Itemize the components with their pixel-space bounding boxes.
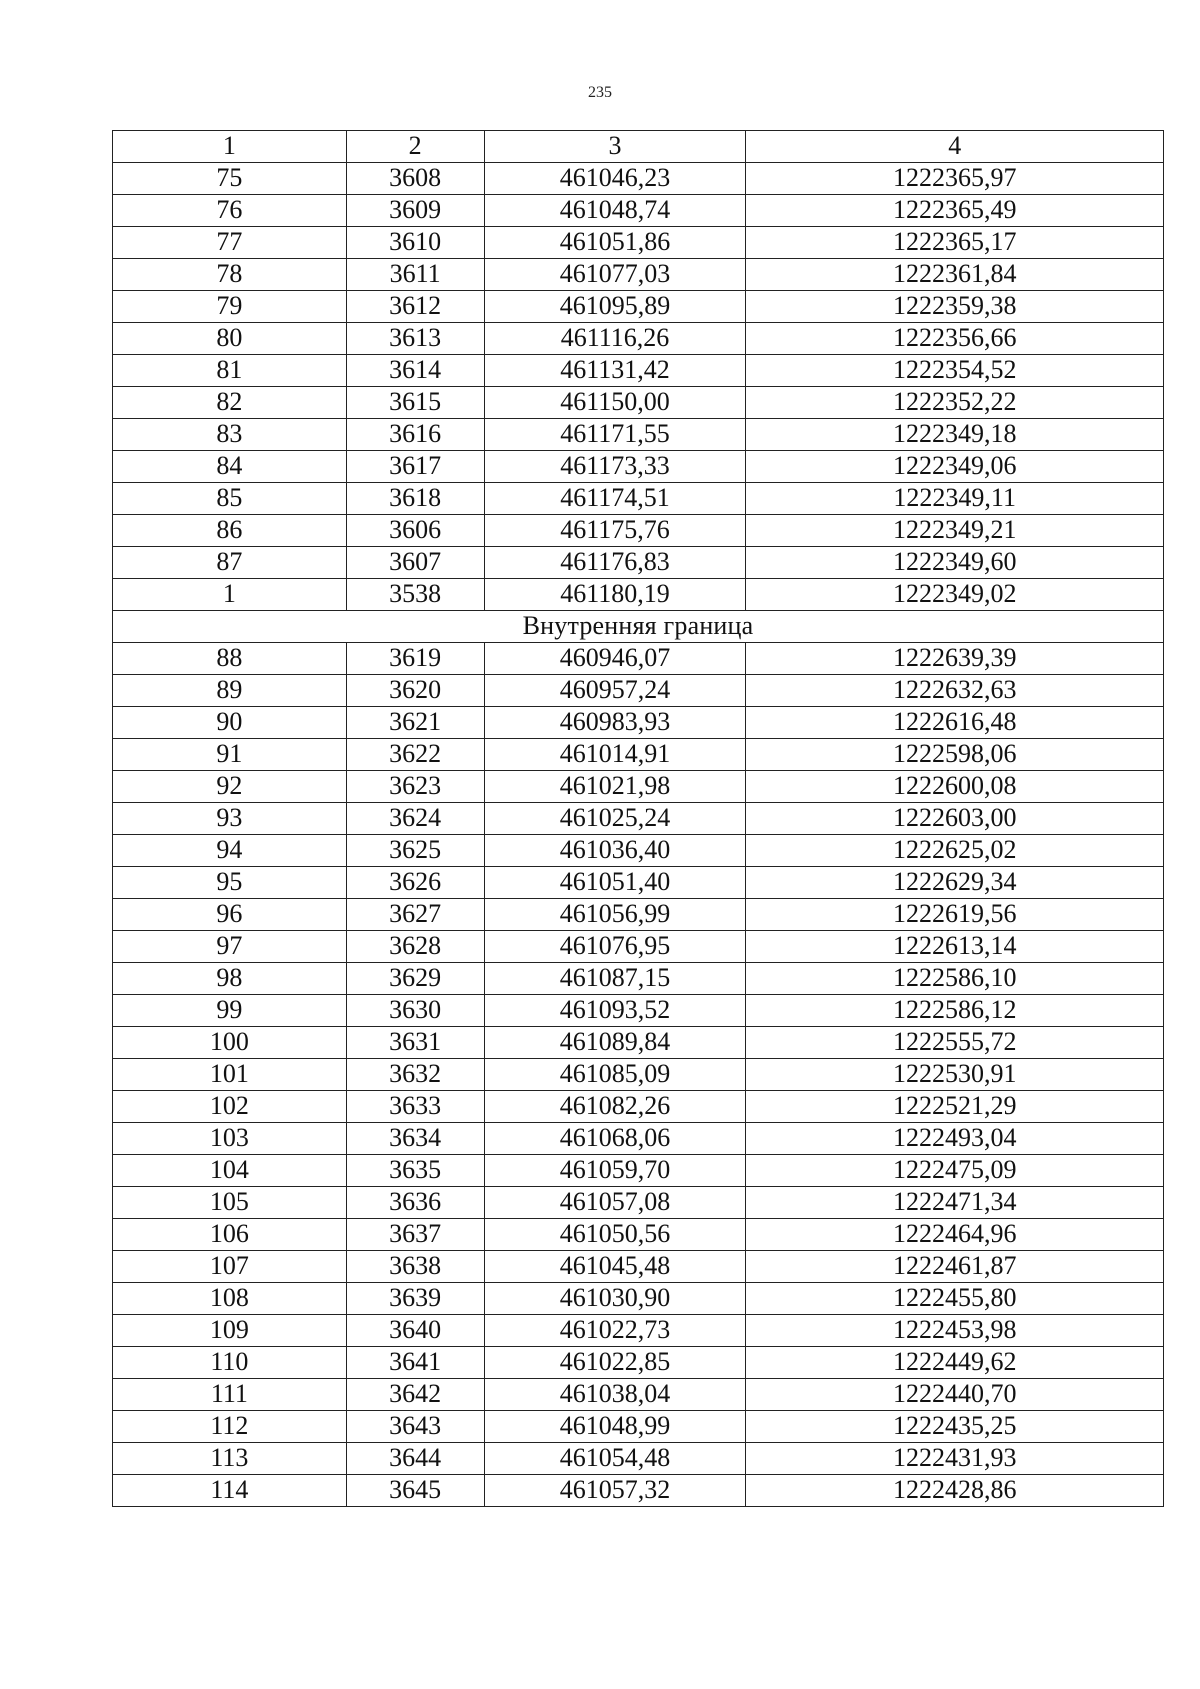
table-cell-col-4: 1222354,52 xyxy=(746,355,1164,387)
table-cell-col-4: 1222603,00 xyxy=(746,803,1164,835)
table-cell-col-4: 1222530,91 xyxy=(746,1059,1164,1091)
table-cell-col-2: 3610 xyxy=(346,227,484,259)
table-cell-col-3: 461050,56 xyxy=(484,1219,746,1251)
table-cell-col-1: 95 xyxy=(113,867,347,899)
table-row xyxy=(113,899,1164,931)
table-row xyxy=(113,547,1164,579)
table-cell-col-4: 1222471,34 xyxy=(746,1187,1164,1219)
table-row xyxy=(113,1155,1164,1187)
table-cell-col-2: 3609 xyxy=(346,195,484,227)
table-cell-col-4: 1222428,86 xyxy=(746,1475,1164,1507)
table-cell-col-1: 82 xyxy=(113,387,347,419)
table-cell-col-4: 1222349,60 xyxy=(746,547,1164,579)
table-cell-col-2: 3635 xyxy=(346,1155,484,1187)
table-cell-col-3: 461176,83 xyxy=(484,547,746,579)
table-row xyxy=(113,387,1164,419)
table-cell-col-1: 96 xyxy=(113,899,347,931)
table-cell-col-1: 109 xyxy=(113,1315,347,1347)
table-cell-col-4: 1222461,87 xyxy=(746,1251,1164,1283)
table-cell-col-4: 1222619,56 xyxy=(746,899,1164,931)
table-row xyxy=(113,1091,1164,1123)
table-row xyxy=(113,163,1164,195)
table-cell-col-1: 102 xyxy=(113,1091,347,1123)
table-cell-col-1: 78 xyxy=(113,259,347,291)
table-cell-col-3: 461116,26 xyxy=(484,323,746,355)
table-row xyxy=(113,1027,1164,1059)
table-cell-col-1: 77 xyxy=(113,227,347,259)
table-cell-col-2: 3623 xyxy=(346,771,484,803)
table-cell-col-1: 79 xyxy=(113,291,347,323)
table-cell-col-3: 461095,89 xyxy=(484,291,746,323)
table-cell-col-3: 460946,07 xyxy=(484,643,746,675)
table-cell-col-3: 461093,52 xyxy=(484,995,746,1027)
table-row xyxy=(113,195,1164,227)
table-cell-col-1: 104 xyxy=(113,1155,347,1187)
table-cell-col-2: 3633 xyxy=(346,1091,484,1123)
table-cell-col-1: 114 xyxy=(113,1475,347,1507)
table-cell-col-1: 76 xyxy=(113,195,347,227)
table-cell-col-1: 85 xyxy=(113,483,347,515)
table-cell-col-1: 99 xyxy=(113,995,347,1027)
table-cell-col-3: 461082,26 xyxy=(484,1091,746,1123)
table-cell-col-3: 461089,84 xyxy=(484,1027,746,1059)
table-cell-col-3: 461057,32 xyxy=(484,1475,746,1507)
table-cell-col-2: 3624 xyxy=(346,803,484,835)
table-cell-col-2: 3627 xyxy=(346,899,484,931)
table-row xyxy=(113,419,1164,451)
table-cell-col-1: 113 xyxy=(113,1443,347,1475)
table-cell-col-1: 83 xyxy=(113,419,347,451)
table-cell-col-2: 3615 xyxy=(346,387,484,419)
table-cell-col-2: 3613 xyxy=(346,323,484,355)
table-row xyxy=(113,1123,1164,1155)
table-cell-col-4: 1222349,11 xyxy=(746,483,1164,515)
table-cell-col-3: 461048,99 xyxy=(484,1411,746,1443)
table-cell-col-4: 1222475,09 xyxy=(746,1155,1164,1187)
table-row xyxy=(113,739,1164,771)
table-cell-col-1: 84 xyxy=(113,451,347,483)
table-cell-col-3: 461046,23 xyxy=(484,163,746,195)
table-cell-col-1: 93 xyxy=(113,803,347,835)
table-cell-col-1: 108 xyxy=(113,1283,347,1315)
table-cell-col-4: 1222365,49 xyxy=(746,195,1164,227)
table-cell-col-4: 1222365,17 xyxy=(746,227,1164,259)
table-row xyxy=(113,323,1164,355)
table-cell-col-3: 461045,48 xyxy=(484,1251,746,1283)
table-cell-col-4: 1222613,14 xyxy=(746,931,1164,963)
table-cell-col-2: 3617 xyxy=(346,451,484,483)
table-cell-col-4: 1222629,34 xyxy=(746,867,1164,899)
table-row xyxy=(113,355,1164,387)
table-row xyxy=(113,1219,1164,1251)
table-cell-col-1: 87 xyxy=(113,547,347,579)
table-row xyxy=(113,1315,1164,1347)
table-body xyxy=(113,163,1164,1507)
table-cell-col-3: 461173,33 xyxy=(484,451,746,483)
table-cell-col-2: 3608 xyxy=(346,163,484,195)
table-row xyxy=(113,483,1164,515)
table-cell-col-4: 1222359,38 xyxy=(746,291,1164,323)
table-cell-col-3: 461022,73 xyxy=(484,1315,746,1347)
table-row xyxy=(113,515,1164,547)
table-cell-col-4: 1222361,84 xyxy=(746,259,1164,291)
table-cell-col-1: 101 xyxy=(113,1059,347,1091)
table-cell-col-3: 461022,85 xyxy=(484,1347,746,1379)
table-cell-col-4: 1222435,25 xyxy=(746,1411,1164,1443)
table-cell-col-3: 461038,04 xyxy=(484,1379,746,1411)
table-cell-col-2: 3628 xyxy=(346,931,484,963)
table-cell-col-4: 1222453,98 xyxy=(746,1315,1164,1347)
table-row xyxy=(113,259,1164,291)
table-cell-col-3: 461085,09 xyxy=(484,1059,746,1091)
section-row xyxy=(113,611,1164,643)
table-cell-col-1: 106 xyxy=(113,1219,347,1251)
table-cell-col-2: 3625 xyxy=(346,835,484,867)
table-cell-col-1: 92 xyxy=(113,771,347,803)
table-row xyxy=(113,931,1164,963)
table-cell-col-2: 3641 xyxy=(346,1347,484,1379)
table-cell-col-4: 1222493,04 xyxy=(746,1123,1164,1155)
table-cell-col-1: 103 xyxy=(113,1123,347,1155)
table-row xyxy=(113,1187,1164,1219)
table-cell-col-1: 89 xyxy=(113,675,347,707)
table-cell-col-3: 461087,15 xyxy=(484,963,746,995)
table-cell-col-4: 1222349,06 xyxy=(746,451,1164,483)
table-cell-col-1: 112 xyxy=(113,1411,347,1443)
table-row xyxy=(113,867,1164,899)
table-row xyxy=(113,227,1164,259)
table-row xyxy=(113,995,1164,1027)
table-header xyxy=(113,131,1164,163)
header-col-2: 2 xyxy=(346,131,484,163)
page-number: 235 xyxy=(588,84,612,101)
table-cell-col-2: 3606 xyxy=(346,515,484,547)
table-cell-col-2: 3620 xyxy=(346,675,484,707)
table-cell-col-2: 3622 xyxy=(346,739,484,771)
table-row xyxy=(113,1347,1164,1379)
table-cell-col-2: 3629 xyxy=(346,963,484,995)
table-cell-col-1: 86 xyxy=(113,515,347,547)
table-cell-col-4: 1222440,70 xyxy=(746,1379,1164,1411)
table-cell-col-4: 1222598,06 xyxy=(746,739,1164,771)
table-cell-col-4: 1222431,93 xyxy=(746,1443,1164,1475)
table-cell-col-4: 1222349,18 xyxy=(746,419,1164,451)
table-cell-col-4: 1222632,63 xyxy=(746,675,1164,707)
header-row xyxy=(113,131,1164,163)
header-col-4: 4 xyxy=(746,131,1164,163)
table-row xyxy=(113,1059,1164,1091)
table-cell-col-2: 3636 xyxy=(346,1187,484,1219)
table-cell-col-3: 461174,51 xyxy=(484,483,746,515)
table-cell-col-3: 461171,55 xyxy=(484,419,746,451)
table-row xyxy=(113,291,1164,323)
table-cell-col-2: 3611 xyxy=(346,259,484,291)
table-row xyxy=(113,1443,1164,1475)
table-cell-col-2: 3607 xyxy=(346,547,484,579)
table-cell-col-2: 3640 xyxy=(346,1315,484,1347)
table-cell-col-2: 3612 xyxy=(346,291,484,323)
table-cell-col-1: 105 xyxy=(113,1187,347,1219)
table-cell-col-2: 3616 xyxy=(346,419,484,451)
table-row xyxy=(113,803,1164,835)
table-cell-col-2: 3614 xyxy=(346,355,484,387)
table-cell-col-1: 97 xyxy=(113,931,347,963)
table-row xyxy=(113,707,1164,739)
table-cell-col-1: 91 xyxy=(113,739,347,771)
table-cell-col-4: 1222600,08 xyxy=(746,771,1164,803)
table-cell-col-2: 3538 xyxy=(346,579,484,611)
table-cell-col-3: 461030,90 xyxy=(484,1283,746,1315)
table-cell-col-4: 1222586,10 xyxy=(746,963,1164,995)
table-cell-col-1: 75 xyxy=(113,163,347,195)
table-row xyxy=(113,963,1164,995)
table-cell-col-2: 3626 xyxy=(346,867,484,899)
table-cell-col-3: 461051,86 xyxy=(484,227,746,259)
table-cell-col-2: 3644 xyxy=(346,1443,484,1475)
table-cell-col-2: 3637 xyxy=(346,1219,484,1251)
table-cell-col-3: 461036,40 xyxy=(484,835,746,867)
table-cell-col-4: 1222365,97 xyxy=(746,163,1164,195)
table-cell-col-4: 1222625,02 xyxy=(746,835,1164,867)
table-row xyxy=(113,579,1164,611)
table-cell-col-2: 3621 xyxy=(346,707,484,739)
table-cell-col-3: 461180,19 xyxy=(484,579,746,611)
table-cell-col-2: 3619 xyxy=(346,643,484,675)
table-cell-col-4: 1222449,62 xyxy=(746,1347,1164,1379)
table-row xyxy=(113,451,1164,483)
table-cell-col-3: 461051,40 xyxy=(484,867,746,899)
table-cell-col-4: 1222349,02 xyxy=(746,579,1164,611)
table-cell-col-3: 461131,42 xyxy=(484,355,746,387)
table-cell-col-4: 1222555,72 xyxy=(746,1027,1164,1059)
table-row xyxy=(113,1379,1164,1411)
table-cell-col-1: 111 xyxy=(113,1379,347,1411)
table-cell-col-1: 100 xyxy=(113,1027,347,1059)
table-cell-col-2: 3643 xyxy=(346,1411,484,1443)
table-row xyxy=(113,771,1164,803)
table-cell-col-3: 461025,24 xyxy=(484,803,746,835)
table-cell-col-3: 461014,91 xyxy=(484,739,746,771)
table-cell-col-3: 461059,70 xyxy=(484,1155,746,1187)
table-row xyxy=(113,1411,1164,1443)
header-col-1: 1 xyxy=(113,131,347,163)
table-cell-col-1: 90 xyxy=(113,707,347,739)
table-cell-col-1: 88 xyxy=(113,643,347,675)
table-cell-col-4: 1222352,22 xyxy=(746,387,1164,419)
table-cell-col-1: 107 xyxy=(113,1251,347,1283)
table-cell-col-4: 1222349,21 xyxy=(746,515,1164,547)
table-row xyxy=(113,1251,1164,1283)
table-cell-col-1: 110 xyxy=(113,1347,347,1379)
table-cell-col-4: 1222455,80 xyxy=(746,1283,1164,1315)
table-cell-col-4: 1222586,12 xyxy=(746,995,1164,1027)
table-cell-col-2: 3638 xyxy=(346,1251,484,1283)
table-cell-col-3: 461021,98 xyxy=(484,771,746,803)
table-cell-col-2: 3618 xyxy=(346,483,484,515)
table-cell-col-1: 94 xyxy=(113,835,347,867)
table-cell-col-2: 3634 xyxy=(346,1123,484,1155)
table-row xyxy=(113,1475,1164,1507)
table-cell-col-4: 1222639,39 xyxy=(746,643,1164,675)
table-cell-col-3: 461068,06 xyxy=(484,1123,746,1155)
table-cell-col-3: 461175,76 xyxy=(484,515,746,547)
table-cell-col-3: 461057,08 xyxy=(484,1187,746,1219)
table-cell-col-1: 1 xyxy=(113,579,347,611)
table-row xyxy=(113,675,1164,707)
table-cell-col-1: 80 xyxy=(113,323,347,355)
table-cell-col-4: 1222464,96 xyxy=(746,1219,1164,1251)
table-cell-col-2: 3642 xyxy=(346,1379,484,1411)
table-cell-col-3: 461048,74 xyxy=(484,195,746,227)
table-cell-col-3: 461077,03 xyxy=(484,259,746,291)
table-cell-col-1: 98 xyxy=(113,963,347,995)
table-cell-col-2: 3631 xyxy=(346,1027,484,1059)
table-cell-col-1: 81 xyxy=(113,355,347,387)
table-cell-col-3: 461150,00 xyxy=(484,387,746,419)
table-cell-col-4: 1222356,66 xyxy=(746,323,1164,355)
table-cell-col-3: 460957,24 xyxy=(484,675,746,707)
table-row xyxy=(113,643,1164,675)
table-cell-col-4: 1222521,29 xyxy=(746,1091,1164,1123)
header-col-3: 3 xyxy=(484,131,746,163)
table-cell-col-3: 460983,93 xyxy=(484,707,746,739)
table-cell-col-2: 3645 xyxy=(346,1475,484,1507)
table-row xyxy=(113,835,1164,867)
table-cell-col-3: 461056,99 xyxy=(484,899,746,931)
table-cell-col-2: 3639 xyxy=(346,1283,484,1315)
section-title: Внутренняя граница xyxy=(113,611,1164,643)
table-cell-col-2: 3632 xyxy=(346,1059,484,1091)
table-cell-col-3: 461076,95 xyxy=(484,931,746,963)
coordinates-table xyxy=(112,130,1164,1507)
table-row xyxy=(113,1283,1164,1315)
table-cell-col-4: 1222616,48 xyxy=(746,707,1164,739)
table-cell-col-3: 461054,48 xyxy=(484,1443,746,1475)
table-cell-col-2: 3630 xyxy=(346,995,484,1027)
